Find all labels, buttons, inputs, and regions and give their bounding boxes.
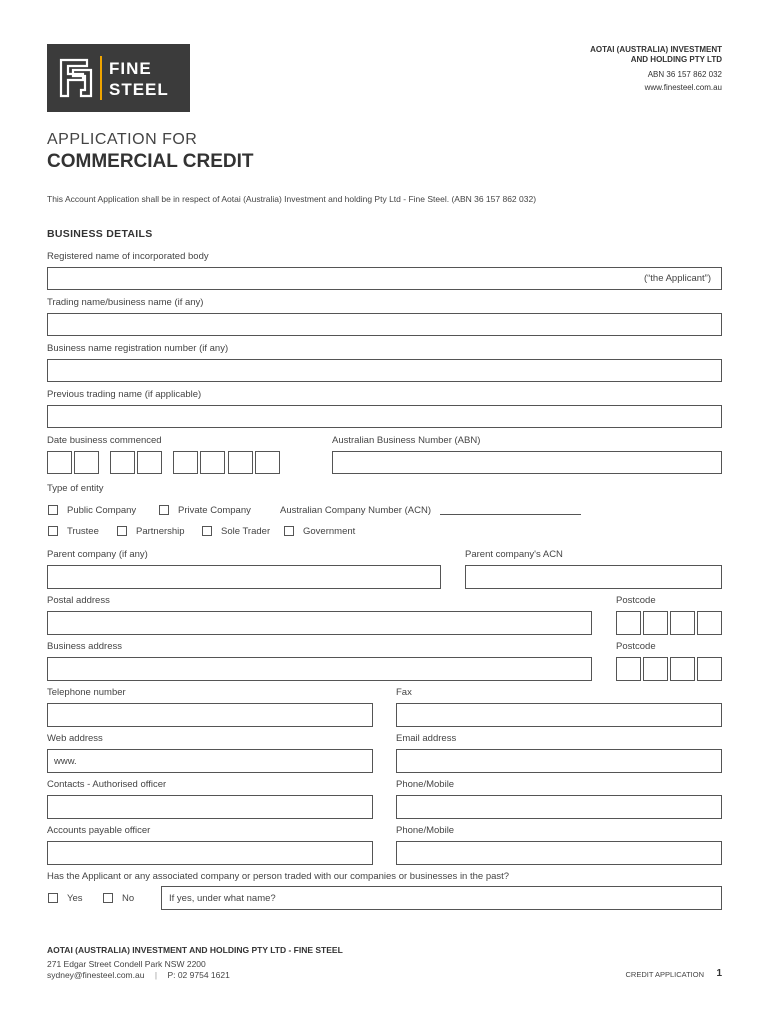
postcode-digit-box[interactable] bbox=[697, 657, 722, 681]
page-number: 1 bbox=[716, 968, 722, 979]
sole-trader-checkbox[interactable] bbox=[202, 526, 212, 536]
business-address-field[interactable] bbox=[47, 657, 592, 681]
date-digit-box[interactable] bbox=[228, 451, 253, 474]
postal-address-label: Postal address bbox=[47, 595, 110, 606]
company-abn: ABN 36 157 862 032 bbox=[647, 70, 722, 79]
postcode-digit-box[interactable] bbox=[670, 657, 695, 681]
date-digit-box[interactable] bbox=[200, 451, 225, 474]
postcode-digit-box[interactable] bbox=[643, 657, 668, 681]
fine-steel-logo-icon bbox=[59, 56, 93, 100]
web-address-label: Web address bbox=[47, 733, 103, 744]
postcode-digit-box[interactable] bbox=[616, 611, 641, 635]
date-digit-box[interactable] bbox=[110, 451, 135, 474]
yes-checkbox[interactable] bbox=[48, 893, 58, 903]
business-reg-field[interactable] bbox=[47, 359, 722, 382]
yes-label: Yes bbox=[67, 893, 83, 904]
footer-company: AOTAI (AUSTRALIA) INVESTMENT AND HOLDING PTY LTD - FINE STEEL bbox=[47, 945, 343, 955]
contacts-officer-label: Contacts - Authorised officer bbox=[47, 779, 167, 790]
previous-trading-field[interactable] bbox=[47, 405, 722, 428]
date-commenced-label: Date business commenced bbox=[47, 435, 162, 446]
partnership-checkbox[interactable] bbox=[117, 526, 127, 536]
business-reg-label: Business name registration number (if any) bbox=[47, 343, 229, 354]
trustee-checkbox[interactable] bbox=[48, 526, 58, 536]
the-applicant-text: (“the Applicant”) bbox=[643, 273, 711, 284]
partnership-label: Partnership bbox=[136, 526, 185, 537]
date-digit-box[interactable] bbox=[47, 451, 72, 474]
footer-separator: | bbox=[154, 970, 158, 980]
web-address-field[interactable] bbox=[47, 749, 373, 773]
fax-field[interactable] bbox=[396, 703, 722, 727]
footer-doc-label: CREDIT APPLICATION bbox=[625, 970, 704, 979]
date-digit-box[interactable] bbox=[137, 451, 162, 474]
private-company-label: Private Company bbox=[178, 505, 251, 516]
logo-divider bbox=[100, 56, 102, 100]
previous-trading-label: Previous trading name (if applicable) bbox=[47, 389, 202, 400]
company-name-line1: AOTAI (AUSTRALIA) INVESTMENT bbox=[590, 45, 722, 54]
abn-label: Australian Business Number (ABN) bbox=[332, 435, 481, 446]
no-checkbox[interactable] bbox=[103, 893, 113, 903]
footer-email[interactable]: sydney@finesteel.com.au bbox=[47, 970, 145, 980]
public-company-checkbox[interactable] bbox=[48, 505, 58, 515]
email-field[interactable] bbox=[396, 749, 722, 773]
title-line1: APPLICATION FOR bbox=[47, 131, 198, 148]
acn-field[interactable] bbox=[440, 514, 581, 515]
web-prefill: www. bbox=[54, 756, 77, 767]
business-address-label: Business address bbox=[47, 641, 122, 652]
trading-name-field[interactable] bbox=[47, 313, 722, 336]
parent-acn-field[interactable] bbox=[465, 565, 722, 589]
trustee-label: Trustee bbox=[67, 526, 99, 537]
postcode-digit-box[interactable] bbox=[616, 657, 641, 681]
registered-name-field[interactable] bbox=[47, 267, 722, 290]
government-checkbox[interactable] bbox=[284, 526, 294, 536]
logo-text-fine: FINE bbox=[109, 59, 152, 78]
public-company-label: Public Company bbox=[67, 505, 137, 516]
postcode-digit-box[interactable] bbox=[697, 611, 722, 635]
type-of-entity-label: Type of entity bbox=[47, 483, 104, 494]
private-company-checkbox[interactable] bbox=[159, 505, 169, 515]
abn-field[interactable] bbox=[332, 451, 722, 474]
phone-mobile-label: Phone/Mobile bbox=[396, 825, 455, 836]
email-label: Email address bbox=[396, 733, 457, 744]
postcode-label: Postcode bbox=[616, 641, 656, 652]
postcode-digit-box[interactable] bbox=[643, 611, 668, 635]
phone-mobile-label: Phone/Mobile bbox=[396, 779, 455, 790]
telephone-field[interactable] bbox=[47, 703, 373, 727]
if-yes-placeholder: If yes, under what name? bbox=[169, 893, 276, 904]
postal-address-field[interactable] bbox=[47, 611, 592, 635]
government-label: Government bbox=[303, 526, 356, 537]
postcode-digit-box[interactable] bbox=[670, 611, 695, 635]
accounts-officer-label: Accounts payable officer bbox=[47, 825, 151, 836]
page-title: COMMERCIAL CREDIT bbox=[47, 151, 254, 172]
intro-text: This Account Application shall be in respect of Aotai (Australia) Investment and holding Pty Ltd - Fine Steel. (ABN 36 157 862 032) bbox=[47, 194, 537, 204]
parent-acn-label: Parent company's ACN bbox=[465, 549, 563, 560]
parent-company-label: Parent company (if any) bbox=[47, 549, 148, 560]
company-website[interactable]: www.finesteel.com.au bbox=[644, 83, 722, 92]
telephone-label: Telephone number bbox=[47, 687, 126, 698]
no-label: No bbox=[122, 893, 135, 904]
company-name-line2: AND HOLDING PTY LTD bbox=[630, 55, 722, 64]
trading-name-label: Trading name/business name (if any) bbox=[47, 297, 204, 308]
date-digit-box[interactable] bbox=[74, 451, 99, 474]
acn-label: Australian Company Number (ACN) bbox=[280, 505, 431, 516]
traded-question: Has the Applicant or any associated company or person traded with our companies or businesses in the past? bbox=[47, 871, 510, 882]
company-logo bbox=[47, 44, 190, 112]
previous-name-field[interactable] bbox=[161, 886, 722, 910]
phone-mobile-field[interactable] bbox=[396, 841, 722, 865]
footer-address: 271 Edgar Street Condell Park NSW 2200 bbox=[47, 959, 206, 969]
footer-phone: P: 02 9754 1621 bbox=[167, 970, 230, 980]
fax-label: Fax bbox=[396, 687, 412, 698]
postcode-label: Postcode bbox=[616, 595, 656, 606]
footer-contact bbox=[47, 970, 230, 980]
registered-name-label: Registered name of incorporated body bbox=[47, 251, 209, 262]
logo-text-steel: STEEL bbox=[109, 80, 169, 99]
date-digit-box[interactable] bbox=[255, 451, 280, 474]
contacts-officer-field[interactable] bbox=[47, 795, 373, 819]
phone-mobile-field[interactable] bbox=[396, 795, 722, 819]
sole-trader-label: Sole Trader bbox=[221, 526, 271, 537]
accounts-officer-field[interactable] bbox=[47, 841, 373, 865]
section-heading: BUSINESS DETAILS bbox=[47, 228, 153, 240]
parent-company-field[interactable] bbox=[47, 565, 441, 589]
date-digit-box[interactable] bbox=[173, 451, 198, 474]
